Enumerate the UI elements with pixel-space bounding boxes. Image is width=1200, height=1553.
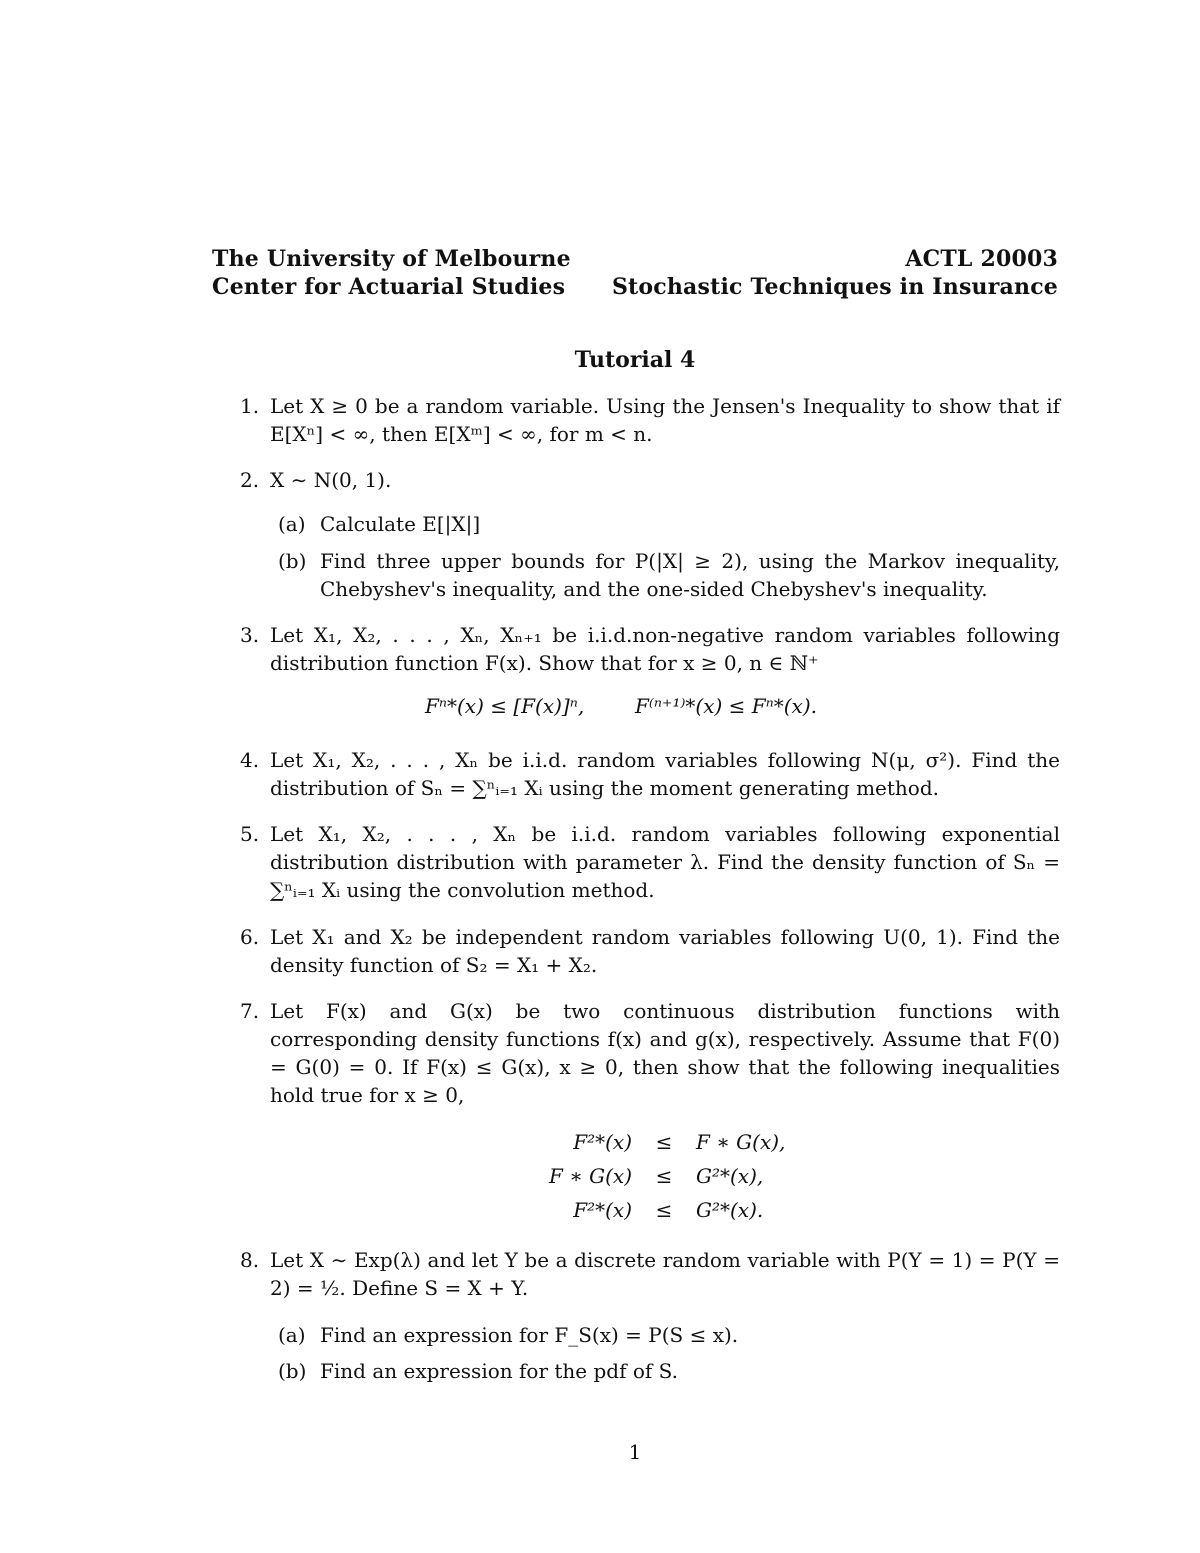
equation-relation: ≤ bbox=[655, 1198, 673, 1222]
question-number: 7. bbox=[240, 999, 260, 1023]
question-text: Let X₁, X₂, . . . , Xₙ, Xₙ₊₁ be i.i.d.non-negative random variables following distribution function F(x). Show that for x ≥ 0, n ∈ ℕ⁺ bbox=[270, 623, 1060, 675]
course-code: ACTL 20003 bbox=[905, 246, 1058, 272]
equation-row bbox=[520, 1193, 856, 1227]
question-3-equation: Fⁿ*(x) ≤ [F(x)]ⁿ, F⁽ⁿ⁺¹⁾*(x) ≤ Fⁿ*(x). bbox=[425, 694, 817, 718]
equation-rhs: G²*(x). bbox=[696, 1198, 764, 1222]
question-3 bbox=[240, 621, 1060, 677]
part-text: Calculate E[|X|] bbox=[320, 512, 481, 536]
question-8 bbox=[240, 1246, 1060, 1302]
question-number: 5. bbox=[240, 822, 260, 846]
part-label: (b) bbox=[278, 1359, 307, 1383]
question-text: Let X ∼ Exp(λ) and let Y be a discrete random variable with P(Y = 1) = P(Y = 2) = ½. Define S = X + Y. bbox=[270, 1248, 1060, 1300]
question-number: 2. bbox=[240, 468, 260, 492]
question-number: 6. bbox=[240, 925, 260, 949]
question-8-part-b bbox=[278, 1357, 1060, 1385]
question-text: Let X₁ and X₂ be independent random variables following U(0, 1). Find the density function of S₂ = X₁ + X₂. bbox=[270, 925, 1060, 977]
question-4 bbox=[240, 746, 1060, 802]
part-text: Find three upper bounds for P(|X| ≥ 2), using the Markov inequality, Chebyshev's inequality, and the one-sided Chebyshev's inequality. bbox=[320, 549, 1060, 601]
question-6 bbox=[240, 923, 1060, 979]
question-number: 1. bbox=[240, 394, 260, 418]
equation-row bbox=[520, 1125, 856, 1159]
page-title: Tutorial 4 bbox=[574, 347, 696, 373]
question-text: X ∼ N(0, 1). bbox=[270, 468, 392, 492]
equation-rhs: F ∗ G(x), bbox=[696, 1130, 786, 1154]
question-7 bbox=[240, 997, 1060, 1109]
department-name: Center for Actuarial Studies bbox=[212, 274, 566, 300]
equation-lhs: F²*(x) bbox=[573, 1130, 632, 1154]
question-1 bbox=[240, 392, 1060, 448]
page-number: 1 bbox=[628, 1440, 642, 1464]
question-number: 4. bbox=[240, 748, 260, 772]
question-5 bbox=[240, 820, 1060, 904]
question-text: Let X₁, X₂, . . . , Xₙ be i.i.d. random variables following exponential distribution distribution with parameter λ. Find the density function of Sₙ = ∑ⁿᵢ₌₁ Xᵢ using the convolution method. bbox=[270, 822, 1060, 902]
equation-lhs: F ∗ G(x) bbox=[548, 1164, 632, 1188]
question-8-part-a bbox=[278, 1321, 1060, 1349]
equation-relation: ≤ bbox=[655, 1164, 673, 1188]
equation-relation: ≤ bbox=[655, 1130, 673, 1154]
question-2 bbox=[240, 466, 1060, 494]
question-text: Let F(x) and G(x) be two continuous distribution functions with corresponding density functions f(x) and g(x), respectively. Assume that F(0) = G(0) = 0. If F(x) ≤ G(x), x ≥ 0, then show that the following inequalities hold true for x ≥ 0, bbox=[270, 999, 1060, 1107]
question-7-equations bbox=[520, 1125, 856, 1227]
question-number: 3. bbox=[240, 623, 260, 647]
equation-lhs: F²*(x) bbox=[573, 1198, 632, 1222]
question-text: Let X ≥ 0 be a random variable. Using the Jensen's Inequality to show that if E[Xⁿ] < ∞, then E[Xᵐ] < ∞, for m < n. bbox=[270, 394, 1060, 446]
question-number: 8. bbox=[240, 1248, 260, 1272]
university-name: The University of Melbourne bbox=[212, 246, 571, 272]
equation-rhs: G²*(x), bbox=[696, 1164, 764, 1188]
equation-row bbox=[520, 1159, 856, 1193]
part-text: Find an expression for F_S(x) = P(S ≤ x). bbox=[320, 1323, 739, 1347]
part-text: Find an expression for the pdf of S. bbox=[320, 1359, 678, 1383]
question-2-part-b bbox=[278, 547, 1060, 603]
part-label: (a) bbox=[278, 512, 306, 536]
question-text: Let X₁, X₂, . . . , Xₙ be i.i.d. random variables following N(μ, σ²). Find the distribution of Sₙ = ∑ⁿᵢ₌₁ Xᵢ using the moment generating method. bbox=[270, 748, 1060, 800]
question-2-part-a bbox=[278, 510, 1060, 538]
part-label: (b) bbox=[278, 549, 307, 573]
part-label: (a) bbox=[278, 1323, 306, 1347]
course-title: Stochastic Techniques in Insurance bbox=[611, 274, 1058, 300]
